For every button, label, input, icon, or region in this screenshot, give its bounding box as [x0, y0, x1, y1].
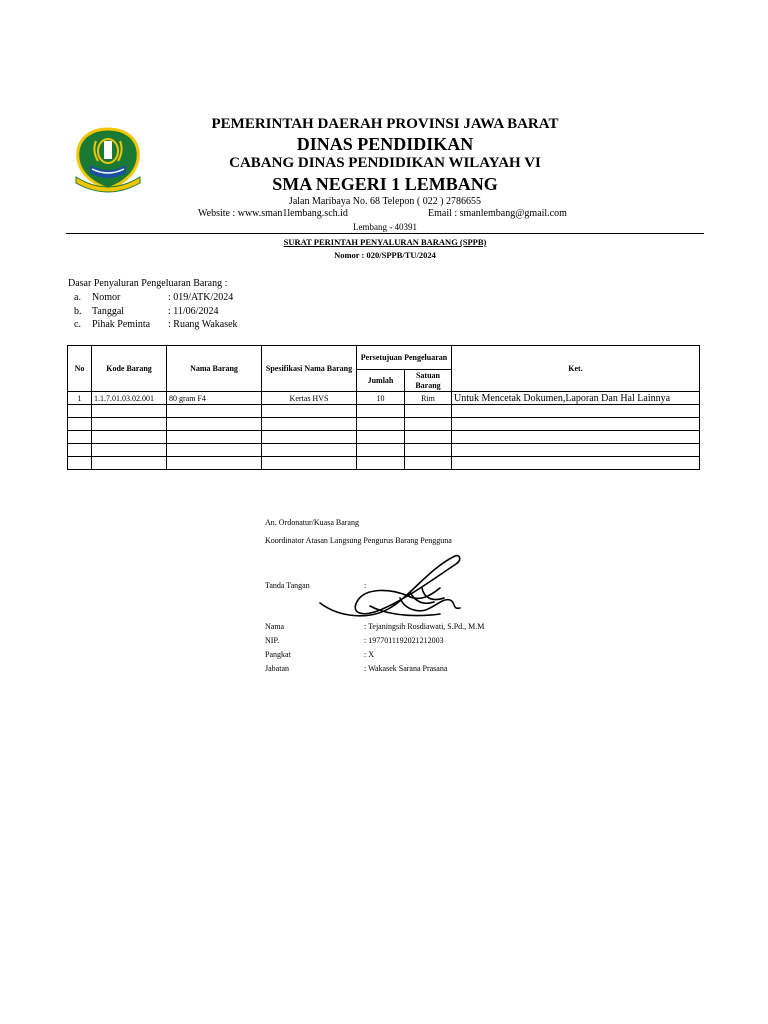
basis-item-letter: c. [74, 319, 81, 330]
col-header-jumlah: Jumlah [357, 370, 405, 392]
basis-item-letter: a. [74, 292, 81, 303]
table-row-empty [68, 418, 700, 431]
cell-ket: Untuk Mencetak Dokumen,Laporan Dan Hal Lainnya [452, 392, 700, 405]
basis-item-label: Pihak Peminta [92, 319, 151, 330]
field-value-position: : Wakasek Sarana Prasana [364, 664, 448, 673]
west-java-emblem-logo [74, 127, 142, 195]
field-label: Jabatan [265, 664, 289, 673]
header-divider [66, 233, 704, 234]
header-agency: DINAS PENDIDIKAN [296, 134, 474, 154]
col-header-persetujuan: Persetujuan Pengeluaran [357, 346, 452, 370]
field-value-nip: : 197701119202121200З [364, 636, 444, 645]
col-header-spesifikasi: Spesifikasi Nama Barang [262, 346, 357, 392]
header-address: Jalan Maribaya No. 68 Telepon ( 022 ) 2786655 [288, 196, 482, 207]
col-header-kode: Kode Barang [92, 346, 167, 392]
basis-item-value: : 019/ATK/2024 [168, 292, 234, 303]
basis-item-label: Tanggal [92, 306, 125, 317]
cell-jumlah: 10 [357, 392, 405, 405]
table-row-empty [68, 444, 700, 457]
field-label: NIP. [265, 636, 280, 645]
handwritten-signature [310, 548, 480, 628]
col-header-no: No [68, 346, 92, 392]
header-province: PEMERINTAH DAERAH PROVINSI JAWA BARAT [211, 116, 559, 132]
document-title: SURAT PERINTAH PENYALURAN BARANG (SPPB) [283, 237, 487, 247]
header-email: Email : smanlembang@gmail.com [428, 208, 567, 219]
col-header-nama: Nama Barang [167, 346, 262, 392]
signature-label: Tanda Tangan [265, 581, 310, 590]
cell-no: 1 [68, 392, 92, 405]
col-header-ket: Ket. [452, 346, 700, 392]
signature-authority: An. Ordonatur/Kuasa Barang [265, 518, 359, 527]
table-row-empty [68, 431, 700, 444]
header-city: Lembang - 40391 [353, 222, 417, 232]
field-value-name: : Tejaningsih Rosdiawati, S.Pd., M.M [364, 622, 485, 631]
field-label: Nama [265, 622, 285, 631]
basis-item-label: Nomor [92, 292, 121, 303]
cell-satuan: Rim [405, 392, 452, 405]
signature-coordinator: Koordinator Atasan Langsung Pengurus Barang Pengguna [265, 536, 452, 545]
basis-item-value: : 11/06/2024 [168, 306, 219, 317]
goods-table [67, 345, 700, 470]
table-row-empty [68, 405, 700, 418]
table-row [68, 392, 700, 405]
header-branch: CABANG DINAS PENDIDIKAN WILAYAH VI [229, 155, 541, 171]
col-header-satuan: Satuan Barang [405, 370, 452, 392]
table-row-empty [68, 457, 700, 470]
field-label: Pangkat [265, 650, 291, 659]
field-value-rank: : X [364, 650, 374, 659]
signature-colon: : [364, 581, 367, 590]
header-website: Website : www.sman1lembang.sch.id [198, 208, 348, 219]
header-school: SMA NEGERI 1 LEMBANG [272, 174, 498, 194]
basis-heading: Dasar Penyaluran Pengeluaran Barang : [68, 278, 228, 289]
cell-nama: 80 gram F4 [167, 392, 262, 405]
cell-spesifikasi: Kertas HVS [262, 392, 357, 405]
document-number: Nomor : 020/SPPB/TU/2024 [334, 250, 436, 260]
cell-kode: 1.1.7.01.03.02.001 [92, 392, 167, 405]
basis-item-value: : Ruang Wakasek [168, 319, 238, 330]
basis-item-letter: b. [74, 306, 82, 317]
